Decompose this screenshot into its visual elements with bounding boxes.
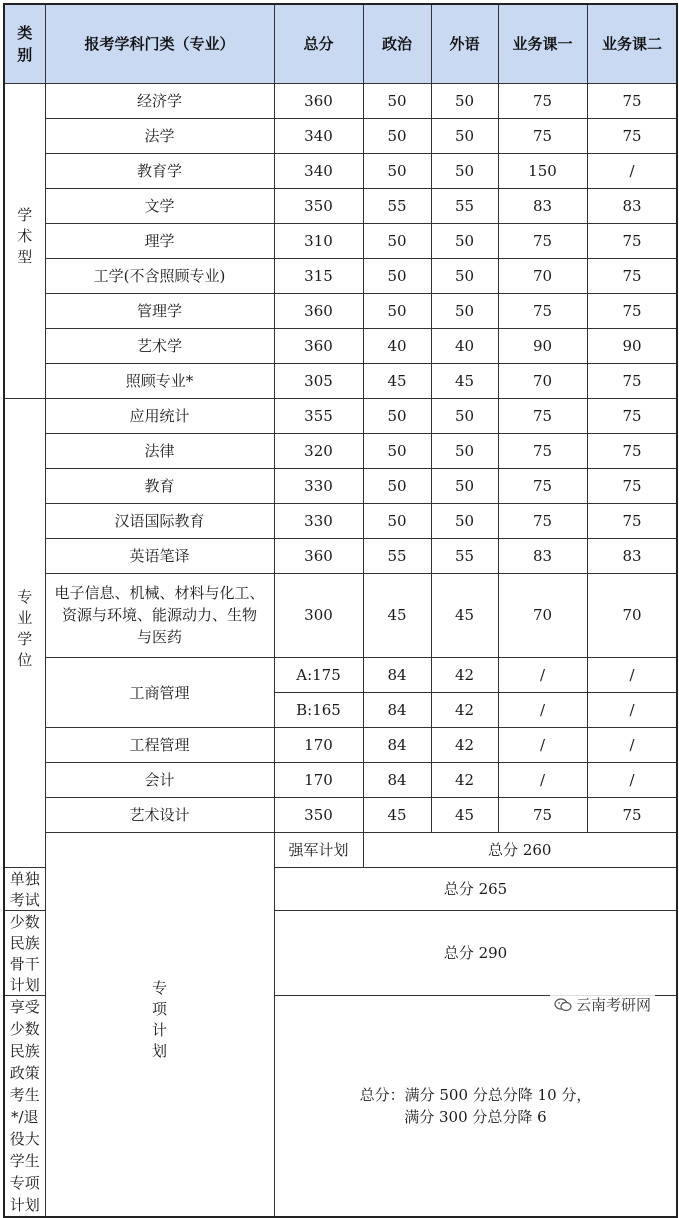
subject-cell: 少数民族骨干计划	[4, 910, 45, 995]
subject-cell: 文学	[45, 188, 274, 223]
total-cell: 355	[274, 398, 363, 433]
subject-cell: 英语笔译	[45, 538, 274, 573]
foreign-cell: 50	[431, 398, 498, 433]
table-row	[4, 503, 677, 538]
header-row	[4, 4, 677, 83]
course2-cell: 75	[587, 433, 677, 468]
watermark-text: 云南考研网	[575, 996, 651, 1014]
course2-cell: 75	[587, 503, 677, 538]
header-foreign: 外语	[431, 4, 498, 83]
politics-cell: 45	[363, 797, 431, 832]
subject-cell-engineering: 电子信息、机械、材料与化工、 资源与环境、能源动力、生物 与医药	[45, 573, 274, 657]
foreign-cell: 50	[431, 468, 498, 503]
subject-cell: 汉语国际教育	[45, 503, 274, 538]
category-academic: 学术型	[4, 83, 45, 398]
score-cell: 总分 260	[363, 832, 677, 867]
foreign-cell: 45	[431, 573, 498, 657]
foreign-cell: 50	[431, 433, 498, 468]
course1-cell: /	[498, 762, 587, 797]
politics-cell: 55	[363, 188, 431, 223]
foreign-cell: 50	[431, 153, 498, 188]
course2-cell: /	[587, 762, 677, 797]
course1-cell: 75	[498, 503, 587, 538]
table-row	[4, 727, 677, 762]
table-row	[4, 657, 677, 692]
subject-cell-mba: 工商管理	[45, 657, 274, 727]
course2-cell: 75	[587, 83, 677, 118]
foreign-cell: 42	[431, 692, 498, 727]
politics-cell: 84	[363, 657, 431, 692]
politics-cell: 50	[363, 223, 431, 258]
foreign-cell: 42	[431, 762, 498, 797]
total-cell: 350	[274, 797, 363, 832]
subject-cell: 会计	[45, 762, 274, 797]
politics-cell: 50	[363, 293, 431, 328]
course2-cell: 75	[587, 118, 677, 153]
politics-cell: 40	[363, 328, 431, 363]
politics-cell: 50	[363, 468, 431, 503]
politics-cell: 84	[363, 727, 431, 762]
total-cell: 305	[274, 363, 363, 398]
score-table	[3, 3, 678, 1218]
course1-cell: 83	[498, 188, 587, 223]
foreign-cell: 50	[431, 293, 498, 328]
foreign-cell: 55	[431, 538, 498, 573]
course2-cell: /	[587, 727, 677, 762]
subject-cell-ethnic: 享受少数民族政策考生*/退 役大学生专项计划	[4, 995, 45, 1217]
subject-cell: 工程管理	[45, 727, 274, 762]
header-politics: 政治	[363, 4, 431, 83]
course1-cell: 150	[498, 153, 587, 188]
total-cell: 350	[274, 188, 363, 223]
total-cell: 360	[274, 83, 363, 118]
foreign-cell: 42	[431, 657, 498, 692]
subject-cell: 照顾专业*	[45, 363, 274, 398]
course1-cell: 83	[498, 538, 587, 573]
table-row	[4, 797, 677, 832]
course1-cell: /	[498, 657, 587, 692]
score-cell: 总分 265	[274, 867, 677, 910]
header-category: 类 别	[4, 4, 45, 83]
course1-cell: 75	[498, 398, 587, 433]
politics-cell: 50	[363, 118, 431, 153]
course2-cell: /	[587, 153, 677, 188]
course1-cell: 75	[498, 797, 587, 832]
total-cell: 330	[274, 468, 363, 503]
course1-cell: /	[498, 692, 587, 727]
total-cell: 360	[274, 328, 363, 363]
course1-cell: 90	[498, 328, 587, 363]
course2-cell: 90	[587, 328, 677, 363]
politics-cell: 45	[363, 363, 431, 398]
subject-cell: 工学(不含照顾专业)	[45, 258, 274, 293]
watermark	[550, 994, 655, 1015]
total-cell: 310	[274, 223, 363, 258]
table-row	[4, 433, 677, 468]
course1-cell: 75	[498, 433, 587, 468]
politics-cell: 55	[363, 538, 431, 573]
course1-cell: 70	[498, 363, 587, 398]
subject-cell: 应用统计	[45, 398, 274, 433]
table-row	[4, 538, 677, 573]
total-cell: 320	[274, 433, 363, 468]
header-total: 总分	[274, 4, 363, 83]
foreign-cell: 50	[431, 83, 498, 118]
table-row	[4, 188, 677, 223]
total-cell: 360	[274, 538, 363, 573]
subject-cell: 理学	[45, 223, 274, 258]
course2-cell: 75	[587, 293, 677, 328]
table-row	[4, 328, 677, 363]
course1-cell: 75	[498, 293, 587, 328]
table-row	[4, 398, 677, 433]
course1-cell: 75	[498, 468, 587, 503]
foreign-cell: 45	[431, 797, 498, 832]
table-row	[4, 118, 677, 153]
total-cell: 315	[274, 258, 363, 293]
subject-cell: 法律	[45, 433, 274, 468]
table-row	[4, 258, 677, 293]
course1-cell: 70	[498, 258, 587, 293]
subject-cell: 艺术设计	[45, 797, 274, 832]
subject-cell: 经济学	[45, 83, 274, 118]
course1-cell: 75	[498, 83, 587, 118]
course1-cell: 75	[498, 118, 587, 153]
course2-cell: 75	[587, 797, 677, 832]
table-row	[4, 293, 677, 328]
course2-cell: 75	[587, 398, 677, 433]
table-row	[4, 363, 677, 398]
table-row	[4, 468, 677, 503]
wechat-icon	[554, 998, 572, 1012]
subject-cell: 法学	[45, 118, 274, 153]
subject-cell: 管理学	[45, 293, 274, 328]
score-cell-ethnic: 总分：满分 500 分总分降 10 分， 满分 300 分总分降 6	[274, 995, 677, 1217]
foreign-cell: 50	[431, 258, 498, 293]
foreign-cell: 45	[431, 363, 498, 398]
course2-cell: /	[587, 692, 677, 727]
table-row	[4, 762, 677, 797]
course1-cell: 75	[498, 223, 587, 258]
politics-cell: 84	[363, 762, 431, 797]
course1-cell: /	[498, 727, 587, 762]
politics-cell: 50	[363, 153, 431, 188]
table-row	[4, 223, 677, 258]
foreign-cell: 50	[431, 118, 498, 153]
course2-cell: 75	[587, 468, 677, 503]
foreign-cell: 50	[431, 223, 498, 258]
score-cell: 总分 290	[274, 910, 677, 995]
course1-cell: 70	[498, 573, 587, 657]
total-cell: 340	[274, 153, 363, 188]
subject-cell: 艺术学	[45, 328, 274, 363]
politics-cell: 50	[363, 398, 431, 433]
course2-cell: 83	[587, 538, 677, 573]
foreign-cell: 40	[431, 328, 498, 363]
category-special: 专项计划	[45, 832, 274, 1217]
total-cell: 330	[274, 503, 363, 538]
subject-cell: 单独考试	[4, 867, 45, 910]
total-cell: 170	[274, 762, 363, 797]
total-cell: 300	[274, 573, 363, 657]
table-row	[4, 832, 677, 867]
course2-cell: 83	[587, 188, 677, 223]
header-subject: 报考学科门类（专业）	[45, 4, 274, 83]
subject-cell: 教育	[45, 468, 274, 503]
politics-cell: 50	[363, 83, 431, 118]
total-cell: A:175	[274, 657, 363, 692]
total-cell: 360	[274, 293, 363, 328]
table-row	[4, 573, 677, 657]
course2-cell: 70	[587, 573, 677, 657]
total-cell: B:165	[274, 692, 363, 727]
table-row	[4, 153, 677, 188]
politics-cell: 50	[363, 433, 431, 468]
politics-cell: 50	[363, 503, 431, 538]
foreign-cell: 42	[431, 727, 498, 762]
subject-cell: 教育学	[45, 153, 274, 188]
foreign-cell: 55	[431, 188, 498, 223]
politics-cell: 84	[363, 692, 431, 727]
course2-cell: 75	[587, 223, 677, 258]
category-professional: 专业学位	[4, 398, 45, 867]
subject-cell: 强军计划	[274, 832, 363, 867]
politics-cell: 45	[363, 573, 431, 657]
course2-cell: 75	[587, 258, 677, 293]
total-cell: 340	[274, 118, 363, 153]
course2-cell: /	[587, 657, 677, 692]
politics-cell: 50	[363, 258, 431, 293]
table-row	[4, 83, 677, 118]
total-cell: 170	[274, 727, 363, 762]
course2-cell: 75	[587, 363, 677, 398]
header-course1: 业务课一	[498, 4, 587, 83]
foreign-cell: 50	[431, 503, 498, 538]
header-course2: 业务课二	[587, 4, 677, 83]
